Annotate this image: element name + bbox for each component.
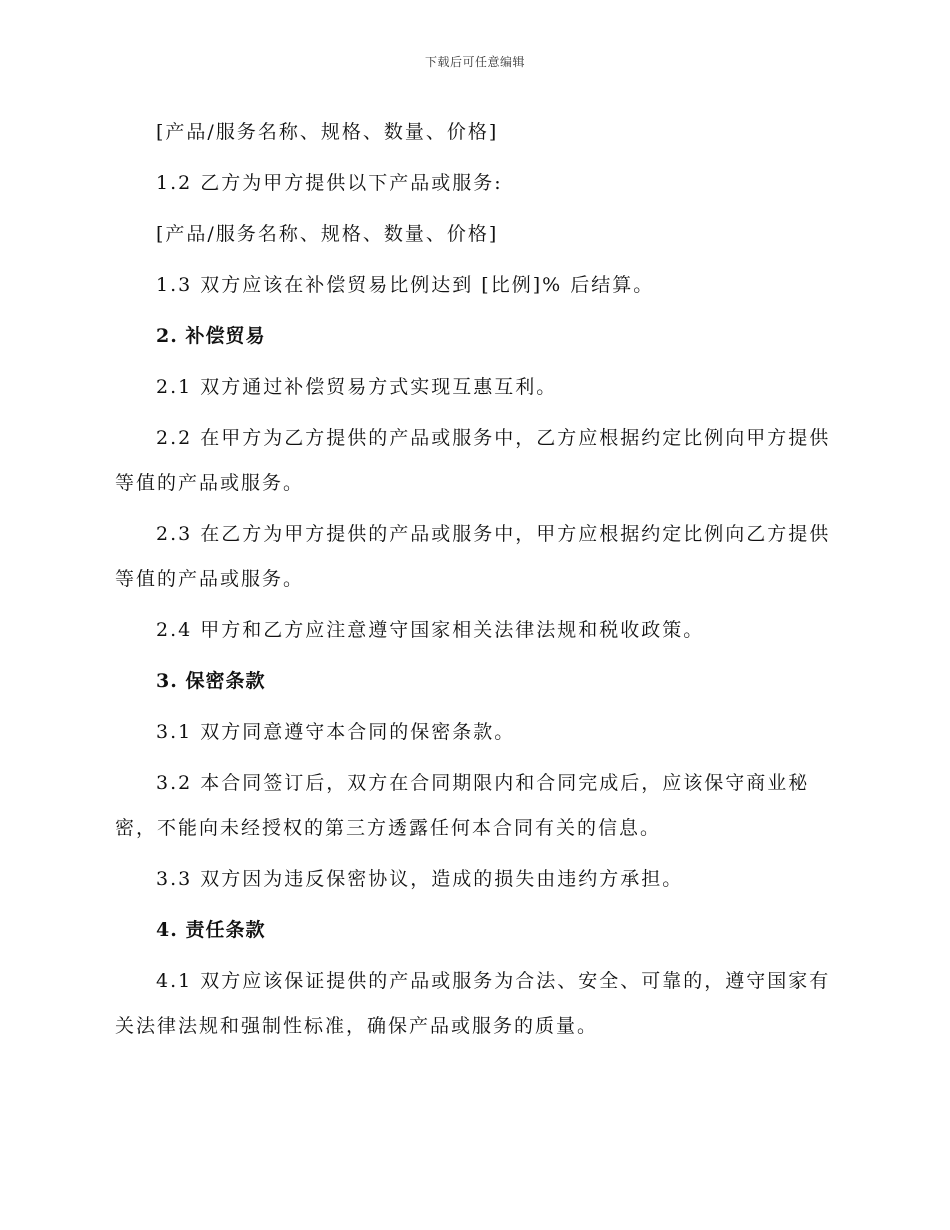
clause-2-1: 2.1 双方通过补偿贸易方式实现互惠互利。 — [156, 376, 558, 398]
clause-2-4: 2.4 甲方和乙方应注意遵守国家相关法律法规和税收政策。 — [156, 619, 705, 641]
clause-1-2: 1.2 乙方为甲方提供以下产品或服务: — [156, 172, 503, 194]
document-body — [115, 110, 837, 1055]
section-heading-2: 2. 补偿贸易 — [156, 325, 266, 347]
clause-1-3: 1.3 双方应该在补偿贸易比例达到 [比例]% 后结算。 — [156, 274, 655, 296]
paragraph-product-list-a: [产品/服务名称、规格、数量、价格] — [156, 121, 499, 143]
paragraph-product-list-b: [产品/服务名称、规格、数量、价格] — [156, 223, 499, 245]
clause-2-3: 2.3 在乙方为甲方提供的产品或服务中，甲方应根据约定比例向乙方提供等值的产品或服务。 — [115, 523, 831, 590]
page-header: 下载后可任意编辑 — [424, 55, 525, 69]
section-heading-3: 3. 保密条款 — [156, 670, 266, 692]
clause-3-2: 3.2 本合同签订后，双方在合同期限内和合同完成后，应该保守商业秘密，不能向未经授权的第三方透露任何本合同有关的信息。 — [115, 772, 810, 839]
clause-3-1: 3.1 双方同意遵守本合同的保密条款。 — [156, 721, 516, 743]
clause-2-2: 2.2 在甲方为乙方提供的产品或服务中，乙方应根据约定比例向甲方提供等值的产品或服务。 — [115, 427, 831, 494]
clause-3-3: 3.3 双方因为违反保密协议，造成的损失由违约方承担。 — [156, 868, 684, 890]
section-heading-4: 4. 责任条款 — [156, 919, 266, 941]
clause-4-1: 4.1 双方应该保证提供的产品或服务为合法、安全、可靠的，遵守国家有关法律法规和强制性标准，确保产品或服务的质量。 — [115, 970, 831, 1037]
